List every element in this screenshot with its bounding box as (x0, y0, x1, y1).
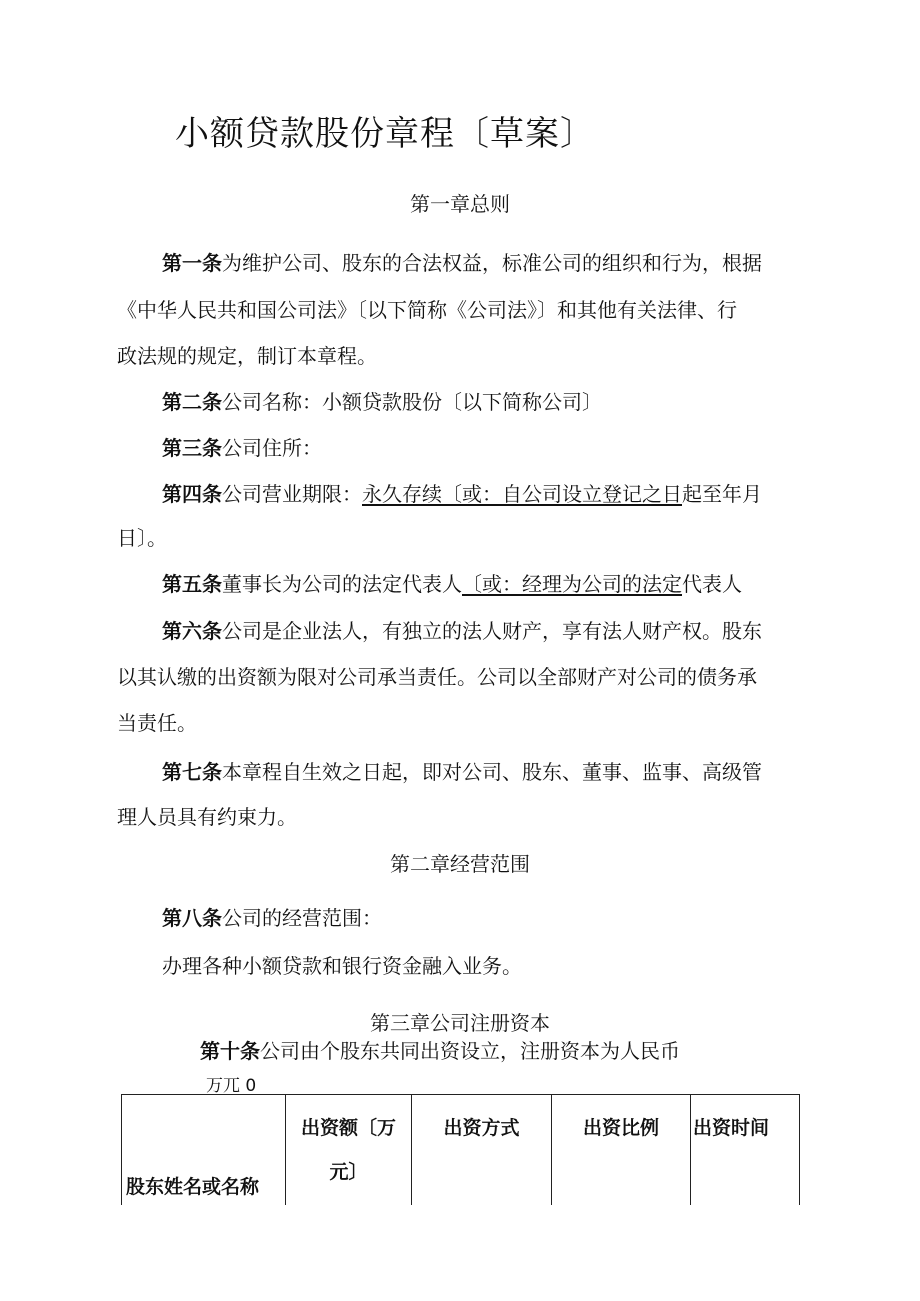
article-5-text-post: 代表人 (682, 572, 742, 596)
article-8-label: 第八条 (162, 906, 222, 930)
article-4-text-underlined: 永久存续〔或：自公司设立登记之日 (362, 482, 682, 506)
shareholder-contribution-table (121, 1094, 800, 1205)
article-4-text-post: 起至年月 (682, 482, 762, 506)
article-7-line-2: 理人员具有约束力。 (117, 805, 297, 829)
article-4-line-2: 日〕。 (117, 526, 167, 550)
article-3-text: 公司住所： (222, 436, 322, 460)
article-6-line-2: 以其认缴的出资额为限对公司承当责任。公司以全部财产对公司的债务承 (117, 665, 757, 689)
article-10 (200, 1035, 680, 1064)
article-2-text: 公司名称：小额贷款股份〔以下简称公司〕 (222, 390, 602, 414)
chapter-3-heading: 第三章公司注册资本 (370, 1011, 550, 1035)
article-6-text-1: 公司是企业法人，有独立的法人财产，享有法人财产权。股东 (222, 619, 762, 643)
article-7-text-1: 本章程自生效之日起，即对公司、股东、董事、监事、高级管 (222, 760, 762, 784)
document-title: 小额贷款股份章程〔草案〕 (175, 114, 595, 154)
header-contribution-ratio: 出资比例 (552, 1095, 691, 1206)
article-10-text: 公司由个股东共同出资设立，注册资本为人民币 (260, 1039, 680, 1063)
article-7-line-1 (162, 756, 762, 785)
header-contribution-method: 出资方式 (412, 1095, 552, 1206)
article-1-line-3: 政法规的规定，制订本章程。 (117, 344, 377, 368)
article-1-line-2: 《中华人民共和国公司法》〔以下简称《公司法》〕和其他有关法律、行 (117, 298, 737, 322)
article-6-line-1 (162, 615, 762, 644)
article-2-label: 第二条 (162, 390, 222, 414)
table-header-row (122, 1095, 800, 1206)
header-shareholder-name: 股东姓名或名称 (122, 1095, 286, 1206)
article-10-label: 第十条 (200, 1039, 260, 1063)
business-scope-text: 办理各种小额贷款和银行资金融入业务。 (162, 954, 522, 978)
article-5-label: 第五条 (162, 572, 222, 596)
article-5-text-underlined: 〔或：经理为公司的法定 (462, 572, 682, 596)
header-contribution-amount-line-2: 元〕 (329, 1161, 368, 1183)
article-5-text-pre: 董事长为公司的法定代表人 (222, 572, 462, 596)
article-1-line-1 (162, 247, 762, 276)
article-6-line-3: 当责任。 (117, 711, 197, 735)
article-7-label: 第七条 (162, 760, 222, 784)
article-3 (162, 432, 322, 461)
header-contribution-time: 出资时间 (691, 1095, 800, 1206)
article-1-label: 第一条 (162, 251, 222, 275)
article-3-label: 第三条 (162, 436, 222, 460)
capital-unit-text: 万兀 0 (206, 1076, 257, 1096)
article-8-text: 公司的经营范围： (222, 906, 382, 930)
article-5 (162, 568, 742, 597)
header-contribution-amount-line-1: 出资额〔万 (300, 1117, 396, 1139)
article-4-line-1 (162, 478, 762, 507)
article-4-text-pre: 公司营业期限： (222, 482, 362, 506)
article-2 (162, 386, 602, 415)
article-1-text-1: 为维护公司、股东的合法权益，标准公司的组织和行为，根据 (222, 251, 762, 275)
header-contribution-amount (286, 1095, 412, 1206)
article-6-label: 第六条 (162, 619, 222, 643)
chapter-2-heading: 第二章经营范围 (390, 852, 530, 876)
article-8 (162, 902, 382, 931)
chapter-1-heading: 第一章总则 (410, 192, 510, 216)
article-4-label: 第四条 (162, 482, 222, 506)
